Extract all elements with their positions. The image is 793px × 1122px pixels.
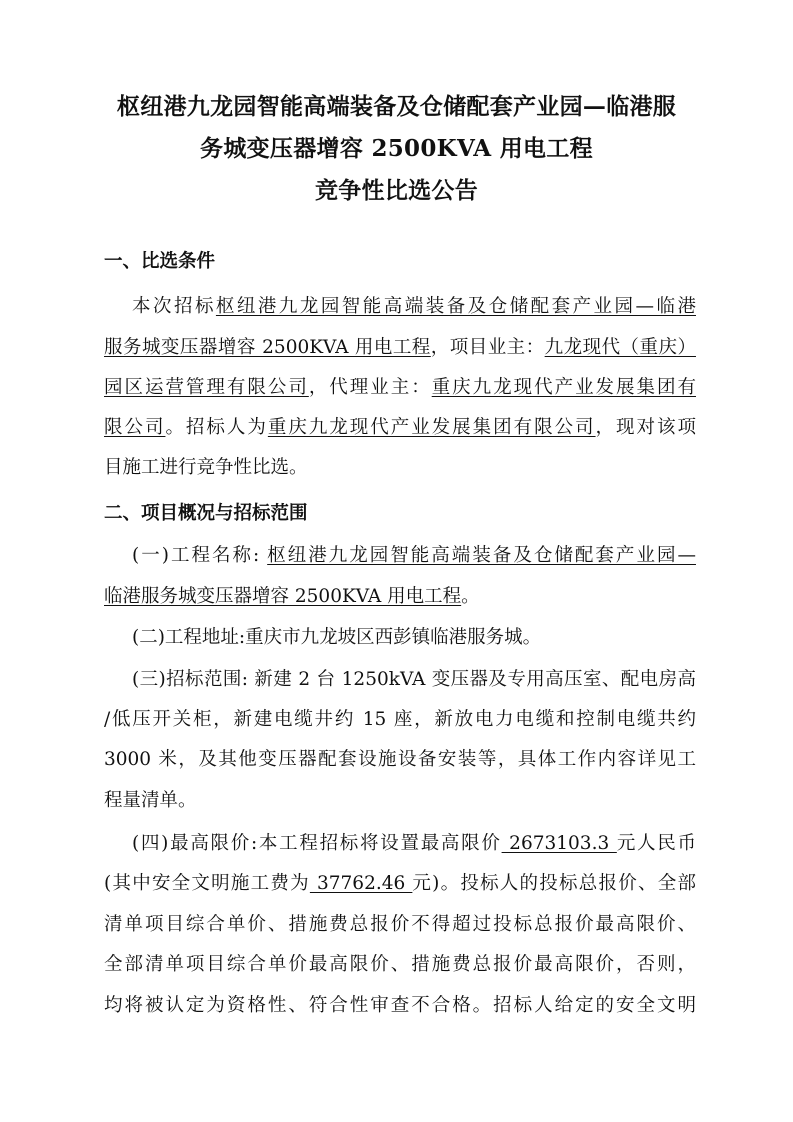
text-segment: (四)最高限价:本工程招标将设置最高限价 bbox=[132, 833, 502, 854]
text-segment: 均将被认定为资格性、符合性审查不合格。招标人给定的安全文明 bbox=[104, 995, 696, 1016]
text-segment: /低压开关柜，新建电缆井约 15 座，新放电力电缆和控制电缆共约 bbox=[104, 709, 696, 730]
text-line bbox=[132, 665, 696, 691]
text-segment: 元)。投标人的投标总报价、全部 bbox=[412, 873, 696, 894]
text-line bbox=[104, 453, 696, 479]
text-line bbox=[104, 869, 696, 895]
text-line bbox=[132, 292, 696, 318]
text-segment: 3000 米，及其他变压器配套设施设备安装等，具体工作内容详见工 bbox=[104, 749, 696, 770]
document-title-line-3: 竞争性比选公告 bbox=[314, 177, 479, 204]
text-segment: 程量清单。 bbox=[104, 790, 197, 811]
text-line bbox=[104, 582, 696, 608]
underlined-field: 2673103.3 bbox=[501, 833, 617, 854]
text-line bbox=[104, 333, 696, 359]
text-line bbox=[132, 623, 696, 649]
text-segment: ，项目业主： bbox=[430, 337, 545, 358]
document-title-line-1: 枢纽港九龙园智能高端装备及仓储配套产业园—临港服 bbox=[116, 93, 677, 120]
text-segment: (其中安全文明施工费为 bbox=[104, 873, 310, 894]
underlined-field: 临港服务城变压器增容 2500KVA 用电工程 bbox=[104, 586, 462, 607]
text-segment: (二)工程地址:重庆市九龙坡区西彭镇临港服务城。 bbox=[132, 627, 542, 648]
document-title-line-2: 务城变压器增容 2500KVA 用电工程 bbox=[200, 135, 593, 162]
underlined-field: 重庆九龙现代产业发展集团有限公司 bbox=[267, 417, 596, 438]
text-line bbox=[104, 991, 696, 1017]
text-line bbox=[104, 413, 696, 439]
text-segment: ，代理业主： bbox=[308, 377, 432, 398]
text-segment: 元人民币 bbox=[616, 833, 696, 854]
underlined-field: 园区运营管理有限公司 bbox=[104, 377, 309, 398]
underlined-field: 限公司 bbox=[104, 417, 166, 438]
text-line bbox=[104, 745, 696, 771]
text-line bbox=[132, 829, 696, 855]
text-segment: (一)工程名称: bbox=[132, 545, 268, 566]
text-segment: 目施工进行竞争性比选。 bbox=[104, 457, 308, 478]
text-segment: 。招标人为 bbox=[165, 417, 268, 438]
underlined-field: 枢纽港九龙园智能高端装备及仓储配套产业园—临港 bbox=[215, 296, 696, 317]
section-heading-conditions: 一、比选条件 bbox=[104, 251, 216, 272]
text-segment: 全部清单项目综合单价最高限价、措施费总报价最高限价，否则， bbox=[104, 954, 696, 975]
underlined-field: 九龙现代（重庆） bbox=[544, 337, 696, 358]
text-segment: 。 bbox=[461, 586, 480, 607]
text-segment: ，现对该项 bbox=[595, 417, 696, 438]
underlined-field: 枢纽港九龙园智能高端装备及仓储配套产业园— bbox=[267, 545, 696, 566]
text-line bbox=[104, 950, 696, 976]
underlined-field: 重庆九龙现代产业发展集团有 bbox=[431, 377, 696, 398]
text-line bbox=[104, 373, 696, 399]
text-line bbox=[132, 541, 696, 567]
text-segment: 本次招标 bbox=[132, 296, 216, 317]
text-segment: (三)招标范围: 新建 2 台 1250kVA 变压器及专用高压室、配电房高 bbox=[132, 669, 696, 690]
text-segment: 清单项目综合单价、措施费总报价不得超过投标总报价最高限价、 bbox=[104, 914, 696, 935]
underlined-field: 37762.46 bbox=[309, 873, 413, 894]
text-line bbox=[104, 910, 696, 936]
section-heading-overview: 二、项目概况与招标范围 bbox=[104, 503, 308, 524]
underlined-field: 服务城变压器增容 2500KVA 用电工程 bbox=[104, 337, 431, 358]
text-line bbox=[104, 786, 696, 812]
text-line bbox=[104, 705, 696, 731]
